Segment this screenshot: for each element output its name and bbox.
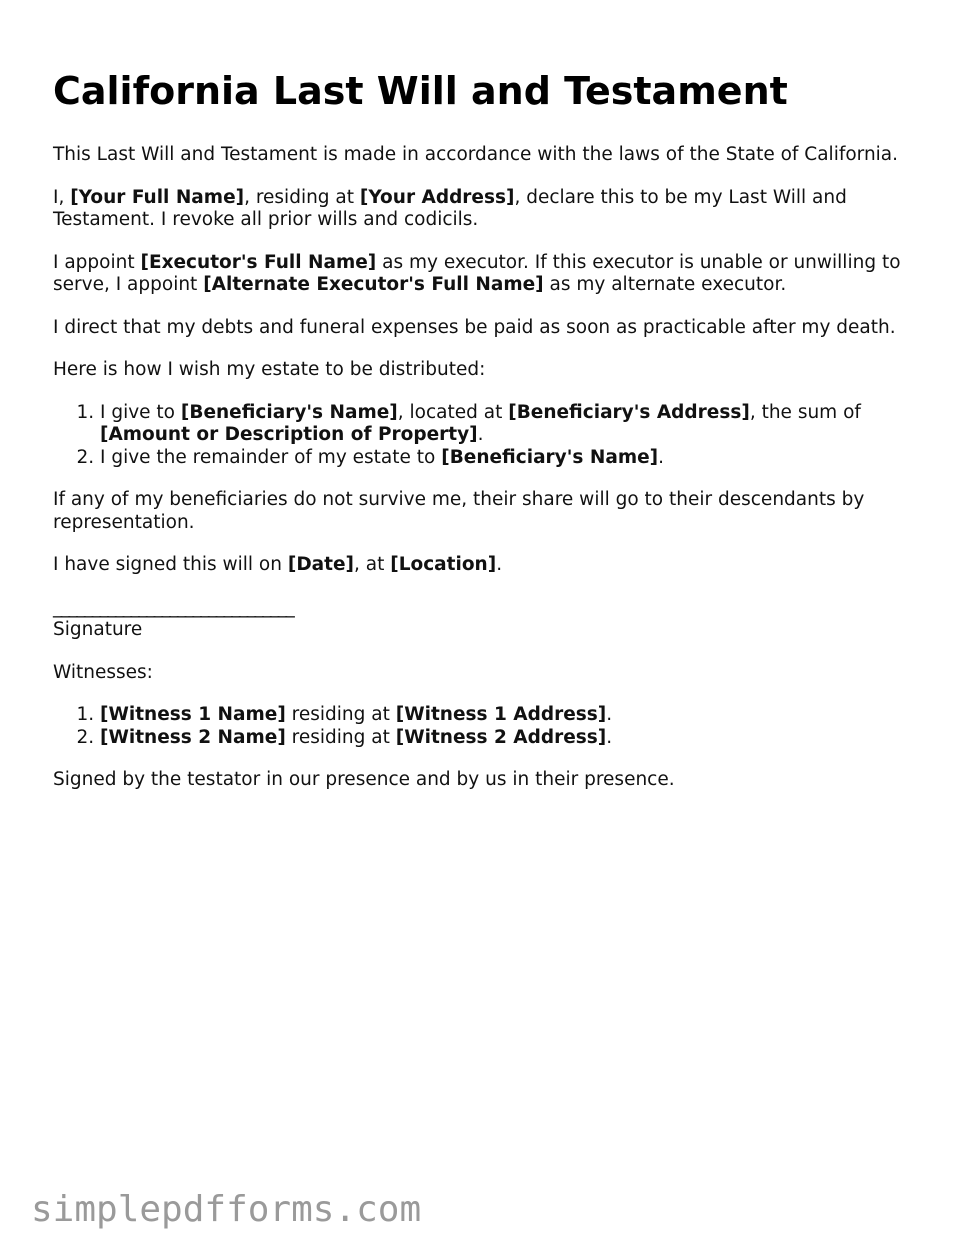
bequest-text: . (658, 446, 664, 468)
bequest-list (53, 402, 933, 470)
executor-name-field: [Executor's Full Name] (140, 251, 377, 273)
witness-name-field: [Witness 2 Name] (100, 726, 286, 748)
document-page (53, 66, 933, 812)
beneficiary-address-field: [Beneficiary's Address] (508, 401, 750, 423)
testator-address-field: [Your Address] (359, 186, 515, 208)
witness-address-field: [Witness 2 Address] (395, 726, 607, 748)
signing-text: I have signed this will on (53, 554, 288, 575)
bequest-item (100, 402, 933, 447)
watermark: simplepdfforms.com (31, 1189, 422, 1230)
signing-paragraph (53, 554, 933, 577)
debts-paragraph: I direct that my debts and funeral expenses be paid as soon as practicable after my death. (53, 316, 896, 338)
alternate-executor-field: [Alternate Executor's Full Name] (203, 274, 544, 295)
date-field: [Date] (287, 554, 355, 575)
executor-text: I appoint (53, 251, 141, 273)
signing-text: , at (354, 554, 391, 575)
bequest-item (100, 447, 933, 470)
distribution-intro: Here is how I wish my estate to be distributed: (53, 359, 486, 380)
bequest-text: , located at (397, 401, 509, 423)
testator-name-field: [Your Full Name] (70, 186, 245, 208)
location-field: [Location] (390, 554, 497, 575)
witness-text: residing at (285, 704, 396, 725)
witness-text: . (606, 704, 613, 725)
executor-paragraph (53, 252, 933, 297)
attestation-paragraph: Signed by the testator in our presence and by us in their presence. (53, 769, 675, 790)
witness-item (100, 727, 933, 750)
bequest-text: , the sum of (749, 401, 861, 423)
witness-address-field: [Witness 1 Address] (395, 704, 607, 725)
witness-list (53, 704, 933, 749)
signature-line: _______________________________ (53, 596, 294, 618)
witnesses-label: Witnesses: (53, 661, 153, 683)
witness-text: . (606, 726, 613, 748)
executor-text: as my executor. If this executor is unable or unwilling to serve, I appoint (53, 251, 901, 295)
bequest-text: . (477, 424, 484, 445)
survivorship-paragraph: If any of my beneficiaries do not survive me, their share will go to their descendants by representation. (53, 489, 865, 533)
intro-paragraph: This Last Will and Testament is made in accordance with the laws of the State of California. (53, 144, 899, 165)
page-title: California Last Will and Testament (53, 69, 788, 113)
beneficiary-name-field: [Beneficiary's Name] (180, 401, 398, 423)
bequest-text: I give to (100, 401, 181, 423)
declaration-paragraph (53, 187, 933, 232)
bequest-text: I give the remainder of my estate to (100, 446, 442, 468)
declaration-text: I, (53, 186, 71, 208)
declaration-text: , residing at (244, 186, 360, 208)
bequest-amount-field: [Amount or Description of Property] (100, 424, 478, 445)
witness-item (100, 704, 933, 727)
signature-label: Signature (53, 619, 143, 640)
residuary-beneficiary-field: [Beneficiary's Name] (441, 446, 659, 468)
witness-name-field: [Witness 1 Name] (100, 704, 286, 725)
executor-text: as my alternate executor. (543, 274, 787, 295)
declaration-text: , declare this to be my Last Will and Testament. I revoke all prior wills and codicils. (53, 186, 847, 230)
signing-text: . (496, 554, 503, 575)
witness-text: residing at (285, 726, 396, 748)
